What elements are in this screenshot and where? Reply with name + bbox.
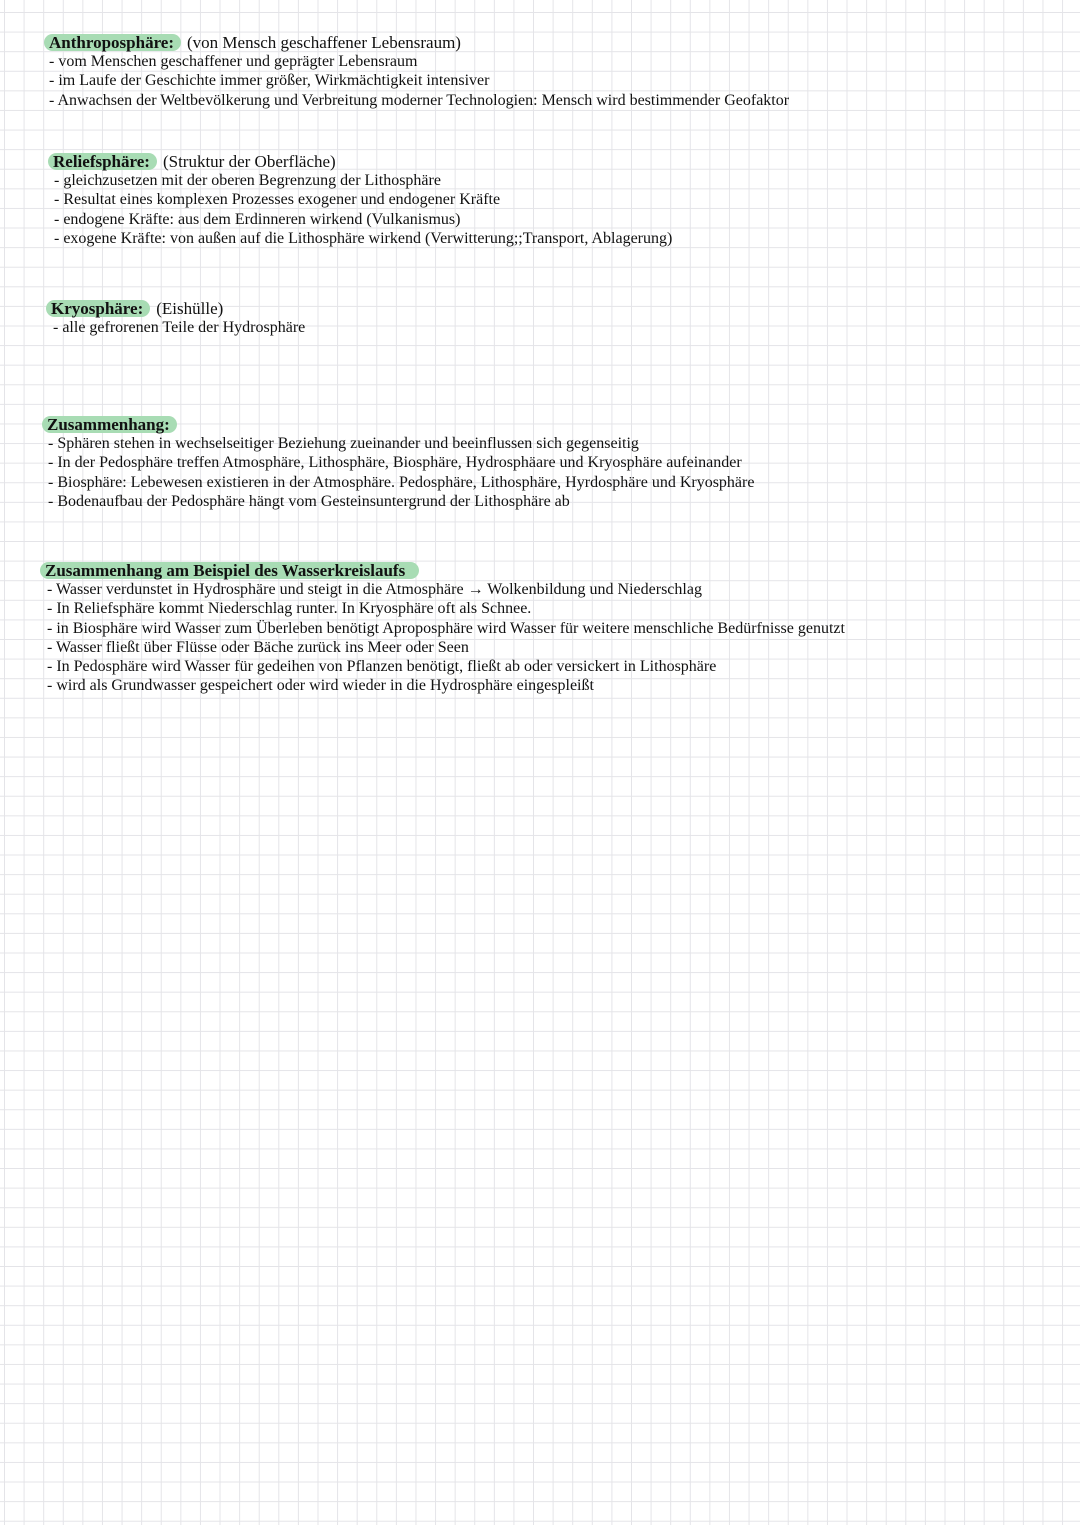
bullet-list	[53, 318, 1080, 337]
section-zusammenhang	[42, 415, 1080, 511]
section-heading	[42, 415, 1080, 434]
bullet-list	[48, 434, 1080, 511]
list-item: - Resultat eines komplexen Prozesses exogener und endogener Kräfte	[54, 190, 1080, 209]
list-item: - In Reliefsphäre kommt Niederschlag runter. In Kryosphäre oft als Schnee.	[47, 599, 1080, 618]
list-item: - im Laufe der Geschichte immer größer, Wirkmächtigkeit intensiver	[49, 71, 1080, 90]
section-note: (Struktur der Oberfläche)	[162, 152, 336, 171]
list-item: - Biosphäre: Lebewesen existieren in der Atmosphäre. Pedosphäre, Lithosphäre, Hyrdosphäre und Kryosphäre	[48, 473, 1080, 492]
section-reliefsphaere	[48, 152, 1080, 248]
list-item: - Wasser fließt über Flüsse oder Bäche zurück ins Meer oder Seen	[47, 638, 1080, 657]
section-note: (Eishülle)	[156, 299, 224, 318]
section-title: Zusammenhang:	[42, 416, 177, 433]
section-note: (von Mensch geschaffener Lebensraum)	[187, 33, 461, 52]
section-anthroposphaere	[44, 33, 1080, 110]
list-item: - In Pedosphäre wird Wasser für gedeihen von Pflanzen benötigt, fließt ab oder versickert in Lithosphäre	[47, 657, 1080, 676]
bullet-list	[47, 580, 1080, 696]
list-item: - exogene Kräfte: von außen auf die Lithosphäre wirkend (Verwitterung;;Transport, Ablagerung)	[54, 229, 1080, 248]
section-title: Anthroposphäre:	[44, 34, 181, 51]
section-heading	[44, 33, 1080, 52]
list-item: - wird als Grundwasser gespeichert oder wird wieder in die Hydrosphäre eingespleißt	[47, 676, 1080, 695]
section-heading	[46, 299, 1080, 318]
list-item: - Bodenaufbau der Pedosphäre hängt vom Gesteinsuntergrund der Lithosphäre ab	[48, 492, 1080, 511]
section-title: Reliefsphäre:	[48, 153, 157, 170]
list-item: - alle gefrorenen Teile der Hydrosphäre	[53, 318, 1080, 337]
list-item: - gleichzusetzen mit der oberen Begrenzung der Lithosphäre	[54, 171, 1080, 190]
list-item: - Wasser verdunstet in Hydrosphäre und steigt in die Atmosphäre → Wolkenbildung und Niederschlag	[47, 580, 1080, 599]
list-item: - endogene Kräfte: aus dem Erdinneren wirkend (Vulkanismus)	[54, 210, 1080, 229]
list-item: - in Biosphäre wird Wasser zum Überleben benötigt Aproposphäre wird Wasser für weitere menschliche Bedürfnisse genutzt	[47, 619, 1080, 638]
bullet-list	[49, 52, 1080, 110]
list-item: - In der Pedosphäre treffen Atmosphäre, Lithosphäre, Biosphäre, Hydrosphäare und Kryosphäre aufeinander	[48, 453, 1080, 472]
bullet-list	[54, 171, 1080, 248]
section-title: Zusammenhang am Beispiel des Wasserkreislaufs	[40, 562, 419, 579]
section-heading	[48, 152, 1080, 171]
section-title: Kryosphäre:	[46, 300, 150, 317]
section-kryosphaere	[46, 299, 1080, 337]
list-item: - Anwachsen der Weltbevölkerung und Verbreitung moderner Technologien: Mensch wird bestimmender Geofaktor	[49, 91, 1080, 110]
section-wasserkreislauf	[40, 561, 1080, 696]
list-item: - Sphären stehen in wechselseitiger Beziehung zueinander und beeinflussen sich gegenseitig	[48, 434, 1080, 453]
list-item: - vom Menschen geschaffener und geprägter Lebensraum	[49, 52, 1080, 71]
section-heading	[40, 561, 1080, 580]
